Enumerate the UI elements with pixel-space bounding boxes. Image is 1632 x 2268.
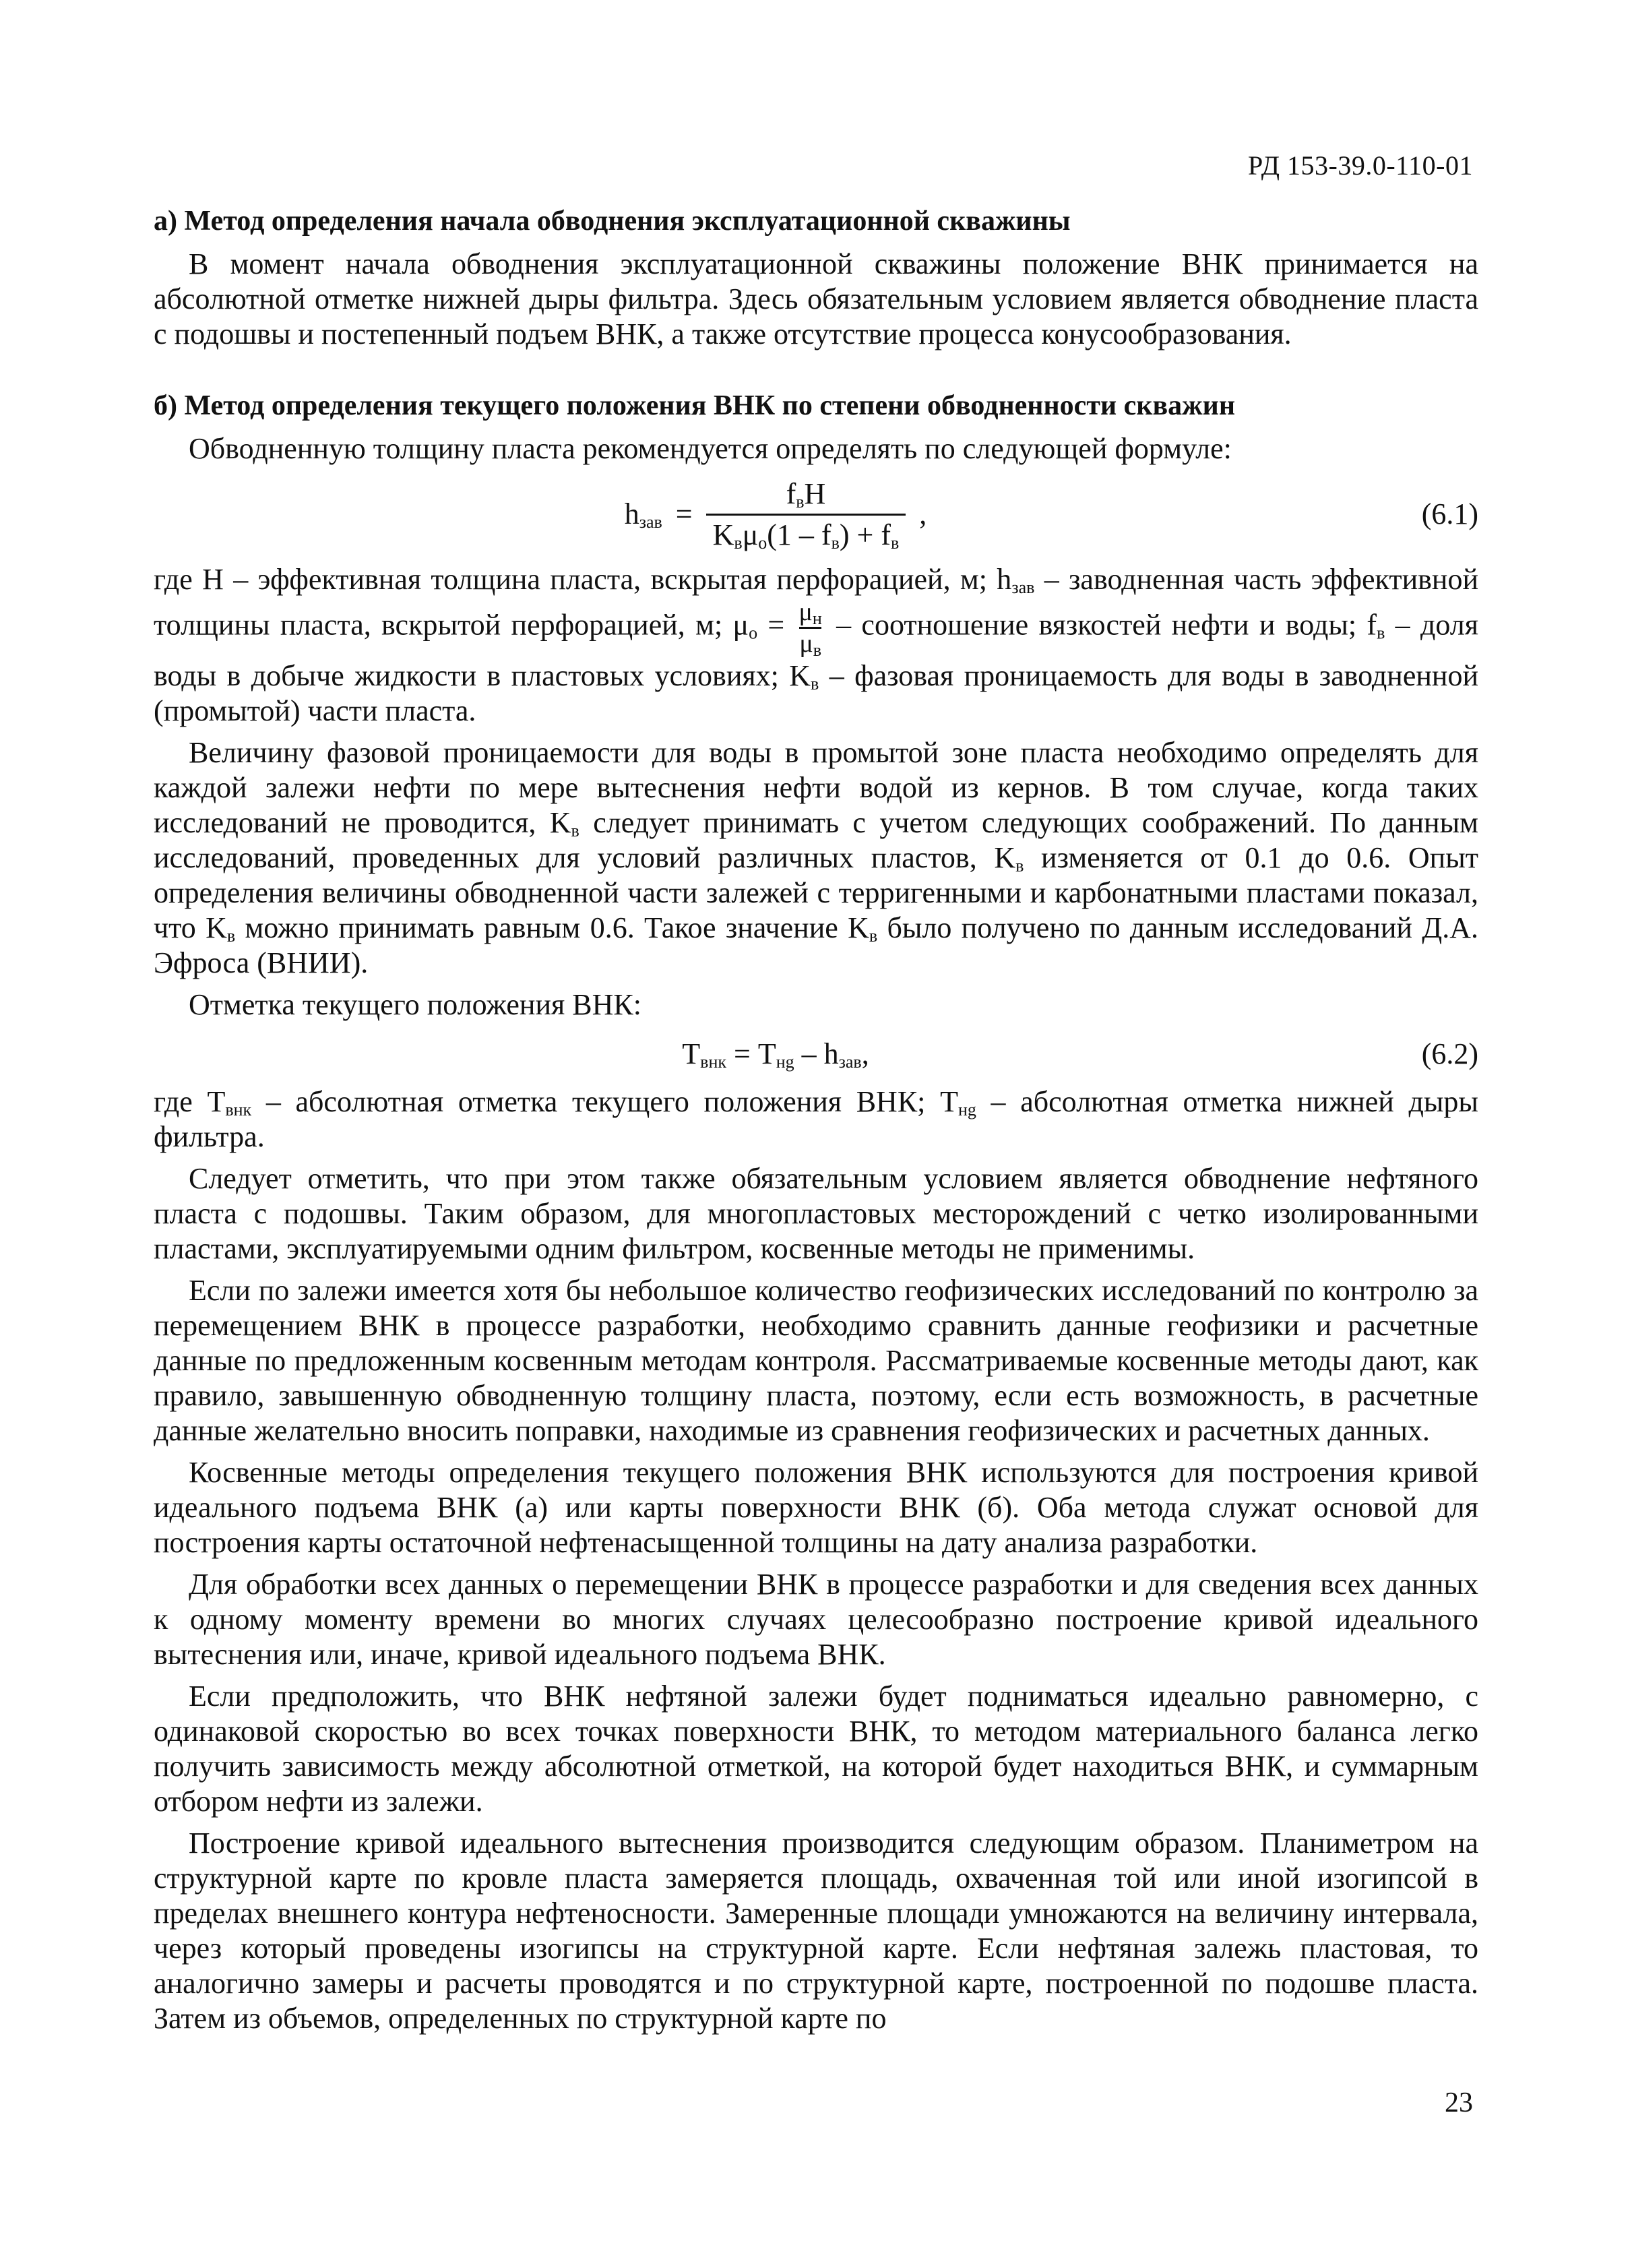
- document-code: РД 153-39.0-110-01: [1248, 150, 1473, 181]
- body-paragraph: Построение кривой идеального вытеснения производится следующим образом. Планиметром на структурной карте по кровле пласта замеряется площадь, охваченная той или иной изогипсой в пределах внешнего контура нефтеносности. Замеренные площади умножаются на величину интервала, через который проведены изогипсы на структурной карте. Если нефтяная залежь пластовая, то аналогично замеры и расчеты проводятся и по структурной карте, построенной по подошве пласта. Затем из объемов, определенных по структурной карте по: [154, 1827, 1478, 2035]
- viscosity-ratio-fraction: $\frac{\mu_н}{\mu_в}$: [798, 598, 822, 660]
- equation-comma: ,: [919, 497, 927, 530]
- body-paragraph: Следует отметить, что при этом также обязательным условием является обводнение нефтяного пласта с подошвы. Таким образом, для многопластовых месторождений с четко изолированными пластами, эксплуатируемыми одним фильтром, косвенные методы не применимы.: [154, 1162, 1478, 1265]
- equation-6-1-denominator: $K_в\mu_о(1 - f_в) + f_в$: [706, 514, 906, 552]
- where-definitions-paragraph: где H – эффективная толщина пласта, вскрытая перфорацией, м; $h_{зав}$ – заводненная часть эффективной толщины пласта, вскрытой перфорацией, м; $\mu_о$ = $\frac{\mu_н}{\mu_в}$ – соотношение вязкостей нефти и воды; $f_в$ – доля воды в добыче жидкости в пластовых условиях; $K_в$ – фазовая проницаемость для воды в заводненной (промытой) части пласта.: [154, 563, 1478, 727]
- equation-6-1-body: [154, 473, 1398, 555]
- page-number: 23: [1445, 2087, 1473, 2118]
- body-paragraph: Косвенные методы определения текущего положения ВНК используются для построения кривой идеального подъема ВНК (а) или карты поверхности ВНК (б). Оба метода служат основой для построения карты остаточной нефтенасыщенной толщины на дату анализа разработки.: [154, 1456, 1478, 1559]
- equation-6-1-numerator: $f_вH$: [786, 477, 826, 512]
- equals-sign: =: [675, 497, 693, 530]
- equation-6-1-number: (6.1): [1421, 497, 1478, 530]
- equation-6-1-fraction: [706, 477, 906, 552]
- where-definitions-2-paragraph: где $T_{внк}$ – абсолютная отметка текущего положения ВНК; $T_{нg}$ – абсолютная отметка нижней дыры фильтра.: [154, 1085, 1478, 1153]
- equation-6-1-lhs: $h_{зав}$: [624, 497, 662, 532]
- page-content: [154, 204, 1478, 2043]
- equation-6-2-number: (6.2): [1421, 1037, 1478, 1070]
- section-a-paragraph: В момент начала обводнения эксплуатационной скважины положение ВНК принимается на абсолютной отметке нижней дыры фильтра. Здесь обязательным условием является обводнение пласта с подошвы и постепенный подъем ВНК, а также отсутствие процесса конусообразования.: [154, 247, 1478, 350]
- body-paragraph: Если предположить, что ВНК нефтяной залежи будет подниматься идеально равномерно, с одинаковой скоростью во всех точках поверхности ВНК, то методом материального баланса легко получить зависимость между абсолютной отметкой, на которой будет находиться ВНК, и суммарным отбором нефти из залежи.: [154, 1680, 1478, 1818]
- body-paragraph: Если по залежи имеется хотя бы небольшое количество геофизических исследований по контролю за перемещением ВНК в процессе разработки, необходимо сравнить данные геофизики и расчетные данные по предложенным косвенным методам контроля. Рассматриваемые косвенные методы дают, как правило, завышенную обводненную толщину пласта, поэтому, если есть возможность, в расчетные данные желательно вносить поправки, находимые из сравнения геофизических и расчетных данных.: [154, 1274, 1478, 1447]
- equation-6-2-expression: $T_{внк} = T_{нg} - h_{зав}$,: [682, 1037, 869, 1072]
- permeability-paragraph: Величину фазовой проницаемости для воды в промытой зоне пласта необходимо определять для каждой залежи нефти по мере вытеснения нефти водой из кернов. В том случае, когда таких исследований не проводится, $K_в$ следует принимать с учетом следующих соображений. По данным исследований, проведенных для условий различных пластов, $K_в$ изменяется от 0.1 до 0.6. Опыт определения величины обводненной части залежей с терригенными и карбонатными пластами показал, что $K_в$ можно принимать равным 0.6. Такое значение $K_в$ было получено по данным исследований Д.А. Эфроса (ВНИИ).: [154, 736, 1478, 979]
- body-paragraph: Для обработки всех данных о перемещении ВНК в процессе разработки и для сведения всех данных к одному моменту времени во многих случаях целесообразно построение кривой идеального вытеснения или, иначе, кривой идеального подъема ВНК.: [154, 1568, 1478, 1671]
- section-a-heading: а) Метод определения начала обводнения эксплуатационной скважины: [154, 206, 1071, 237]
- section-b-heading: б) Метод определения текущего положения ВНК по степени обводненности скважин: [154, 390, 1236, 421]
- equation-6-2: [154, 1029, 1478, 1079]
- equation-6-2-body: [154, 1029, 1398, 1079]
- mark-intro-paragraph: Отметка текущего положения ВНК:: [189, 988, 641, 1021]
- formula-intro-paragraph: Обводненную толщину пласта рекомендуется определять по следующей формуле:: [189, 432, 1232, 465]
- equation-6-1: [154, 473, 1478, 555]
